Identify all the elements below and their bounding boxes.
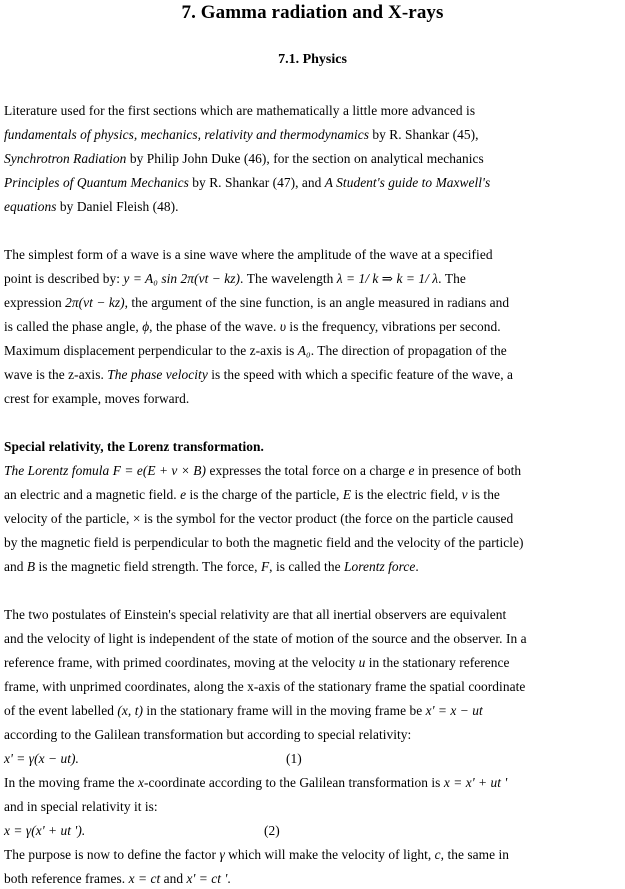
book-title: fundamentals of physics, mechanics, relativity and thermodynamics [4,127,369,142]
equation: λ = 1/ k ⇒ k = 1/ λ [336,271,439,286]
text: is the [467,487,500,502]
text: by R. Shankar (45), [368,127,479,142]
text: wave is the z-axis. [4,367,108,382]
paragraph-line [4,775,622,791]
paragraph-line [4,247,622,263]
text: The two postulates of Einstein's special relativity are that all inertial observers are equivalent [4,607,507,622]
term: Lorentz force [343,559,416,574]
text: is the magnetic field strength. The force, [35,559,261,574]
text: both reference frames. [4,871,129,886]
paragraph-line [4,367,622,383]
equation-number: (2) [264,823,280,838]
text: which will make the velocity of light, [224,847,435,862]
equation: u [358,655,366,670]
text: Literature used for the first sections which are mathematically a little more advanced is [4,103,476,118]
equation: x = ct [128,871,161,886]
text: , the same in [440,847,510,862]
equation: υ [279,319,287,334]
text: The simplest form of a wave is a sine wave where the amplitude of the wave at a specified [4,247,493,262]
text: . [415,559,419,574]
text: frame, with unprimed coordinates, along the x-axis of the stationary frame the spatial coordinate [4,679,526,694]
text: , is called the [269,559,344,574]
equation: ϕ [142,319,150,334]
paragraph-line [4,559,622,575]
text: velocity of the particle, [4,511,133,526]
text: and in special relativity it is: [4,799,158,814]
paragraph-line [4,391,622,407]
paragraph-line [4,703,622,719]
text: reference frame, with primed coordinates, moving at the velocity [4,655,359,670]
text: In the moving frame the [4,775,138,790]
text: . The direction of propagation of the [310,343,507,358]
text: . The [438,271,466,286]
book-title: Synchrotron Radiation [4,151,127,166]
chapter-title: 7. Gamma radiation and X-rays [181,2,444,23]
text: in presence of both [414,463,522,478]
equation-line [4,823,622,839]
text: is the speed with which a specific feature of the wave, a [207,367,514,382]
paragraph-line [4,175,622,191]
text: is the frequency, vibrations per second. [286,319,501,334]
equation: A₀ [297,343,311,358]
text: is called the phase angle, [4,319,143,334]
equation: F [260,559,270,574]
paragraph-line [4,535,622,551]
equation: x = x' + ut ' [443,775,508,790]
paragraph-line [4,847,622,863]
paragraph-line [4,487,622,503]
term: The phase velocity [107,367,208,382]
text: is the charge of the particle, [186,487,343,502]
equation: B [26,559,36,574]
variable: x [137,775,144,790]
equation: γ [219,847,225,862]
equation: x' = γ(x − ut). [4,751,79,766]
text: and [4,559,27,574]
text: and the velocity of light is independent of the state of motion of the source and the observer. In a [4,631,527,646]
paragraph-line [4,679,622,695]
text: , the phase of the wave. [149,319,280,334]
text: . [227,871,231,886]
book-title: Principles of Quantum Mechanics [4,175,189,190]
text: an electric and a magnetic field. [4,487,181,502]
paragraph-line [4,103,622,119]
text: -coordinate according to the Galilean transformation is [143,775,444,790]
equation: x' = x − ut [425,703,483,718]
equation: x' = ct ' [186,871,228,886]
paragraph-line [4,151,622,167]
paragraph-line [4,871,622,887]
text: according to the Galilean transformation but according to special relativity: [4,727,412,742]
section-title: 7.1. Physics [278,52,347,67]
paragraph-line [4,127,622,143]
equation-line [4,751,622,767]
paragraph-line [4,319,622,335]
text: by the magnetic field is perpendicular to both the magnetic field and the velocity of the particle) [4,535,524,550]
book-title: equations [4,199,57,214]
equation: (x, t) [117,703,143,718]
text: is the electric field, [351,487,462,502]
text: crest for example, moves forward. [4,391,190,406]
equation-number: (1) [286,751,302,766]
paragraph-line [4,655,622,671]
equation: 2π(νt − kz) [65,295,125,310]
paragraph-line [4,271,622,287]
text: . The wavelength [239,271,337,286]
equation: x = γ(x' + ut '). [4,823,86,838]
paragraph-line [4,463,622,479]
text: by Daniel Fleish (48). [56,199,179,214]
equation: y = A₀ sin 2π(νt − kz) [123,271,240,286]
equation: e [180,487,187,502]
text: and [160,871,187,886]
equation: e [408,463,415,478]
equation: ν [461,487,468,502]
text: in the stationary reference [365,655,510,670]
text: by Philip John Duke (46), for the section on analytical mechanics [126,151,484,166]
text: of the event labelled [4,703,118,718]
paragraph-line [4,727,622,743]
text: by R. Shankar (47), and [188,175,325,190]
text: The purpose is now to define the factor [4,847,220,862]
text: is the symbol for the vector product (the force on the particle caused [140,511,514,526]
paragraph-line [4,607,622,623]
book-title: A Student's guide to Maxwell's [324,175,491,190]
text: in the stationary frame will in the moving frame be [142,703,426,718]
paragraph-line [4,343,622,359]
variable: c [434,847,441,862]
equation: F = e(E + ν × B) [109,463,207,478]
text: expresses the total force on a charge [206,463,409,478]
paragraph-line [4,511,622,527]
paragraph-line [4,295,622,311]
paragraph-line [4,199,622,215]
subheading: Special relativity, the Lorenz transformation. [4,439,264,454]
paragraph-line [4,799,622,815]
text: point is described by: [4,271,124,286]
term: The Lorentz fomula [4,463,110,478]
equation: × [132,511,141,526]
paragraph-line [4,631,622,647]
text: Maximum displacement perpendicular to the z-axis is [4,343,298,358]
text: expression [4,295,66,310]
text: , the argument of the sine function, is an angle measured in radians and [124,295,510,310]
equation: E [342,487,352,502]
